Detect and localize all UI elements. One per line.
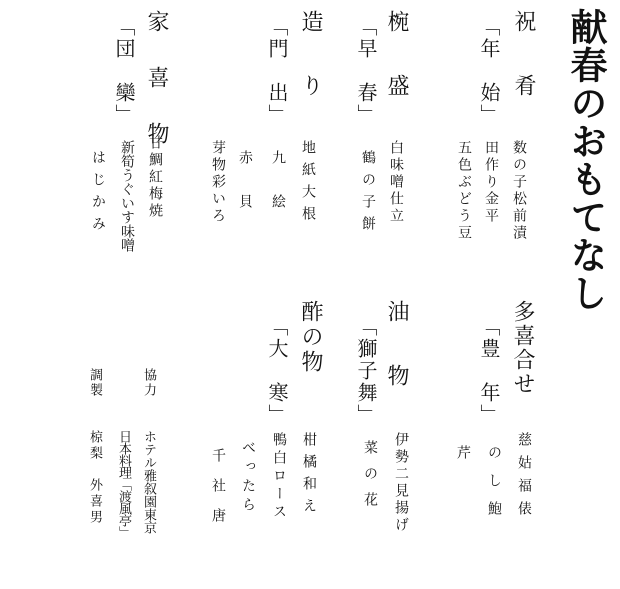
credit-chef-name: 椋梨 外喜男 [87, 430, 102, 526]
course-item: 菜の花 [362, 440, 378, 518]
course-item: 白味噌仕立 [388, 140, 404, 225]
credit-line: 日本料理「渡風亭」 [116, 430, 131, 538]
course-subtitle: 「団 欒」 [112, 16, 136, 126]
course-heading: 祝 肴 [511, 10, 536, 106]
credit-label-kyoryoku: 協力 [141, 368, 156, 398]
course-item: 数の子松前漬 [511, 140, 527, 242]
course-subtitle: 「豊 年」 [477, 316, 501, 426]
course-item: はじかみ [90, 150, 106, 238]
course-item: 九 絵 [270, 150, 286, 216]
course-heading: 酢の物 [298, 300, 323, 375]
course-item: 芹 [455, 445, 471, 462]
course-heading: 椀 盛 [384, 10, 409, 106]
course-item: 鶴の子餅 [360, 150, 376, 238]
course-item: 芽物彩いろ [210, 140, 226, 225]
course-item: 田作り金平 [483, 140, 499, 225]
course-subtitle: 「獅子舞」 [354, 316, 378, 426]
course-item: のし鮑 [486, 445, 502, 529]
course-item: 柑橘和え [301, 432, 317, 520]
credit-label-chosei: 調製 [87, 368, 102, 398]
course-subtitle: 「大 寒」 [265, 316, 289, 426]
menu-title: 献春のおもてなし [564, 8, 608, 312]
credit-line: ホテル雅叙園東京 [141, 430, 156, 534]
course-heading: 油 物 [384, 300, 409, 396]
course-heading: 家 喜 物 [144, 10, 169, 150]
course-heading: 多喜合せ [510, 300, 535, 396]
course-item: 甘鯛紅梅焼 [147, 135, 163, 220]
course-item: 伊勢二見揚げ [393, 432, 409, 534]
course-item: 慈姑福俵 [516, 432, 532, 524]
course-heading: 造 り [298, 10, 323, 106]
course-item: 五色ぶどう豆 [456, 140, 472, 242]
course-subtitle: 「門 出」 [265, 16, 289, 126]
course-item: 鴨白ロース [271, 432, 287, 522]
course-item: 赤 貝 [237, 150, 253, 216]
course-item: 新筍うぐいす味噌 [119, 140, 135, 252]
course-item: 千社唐 [210, 448, 226, 538]
course-item: べったら [240, 440, 256, 516]
course-subtitle: 「早 春」 [354, 16, 378, 126]
course-item: 地紙大根 [300, 140, 316, 228]
course-subtitle: 「年 始」 [477, 16, 501, 126]
